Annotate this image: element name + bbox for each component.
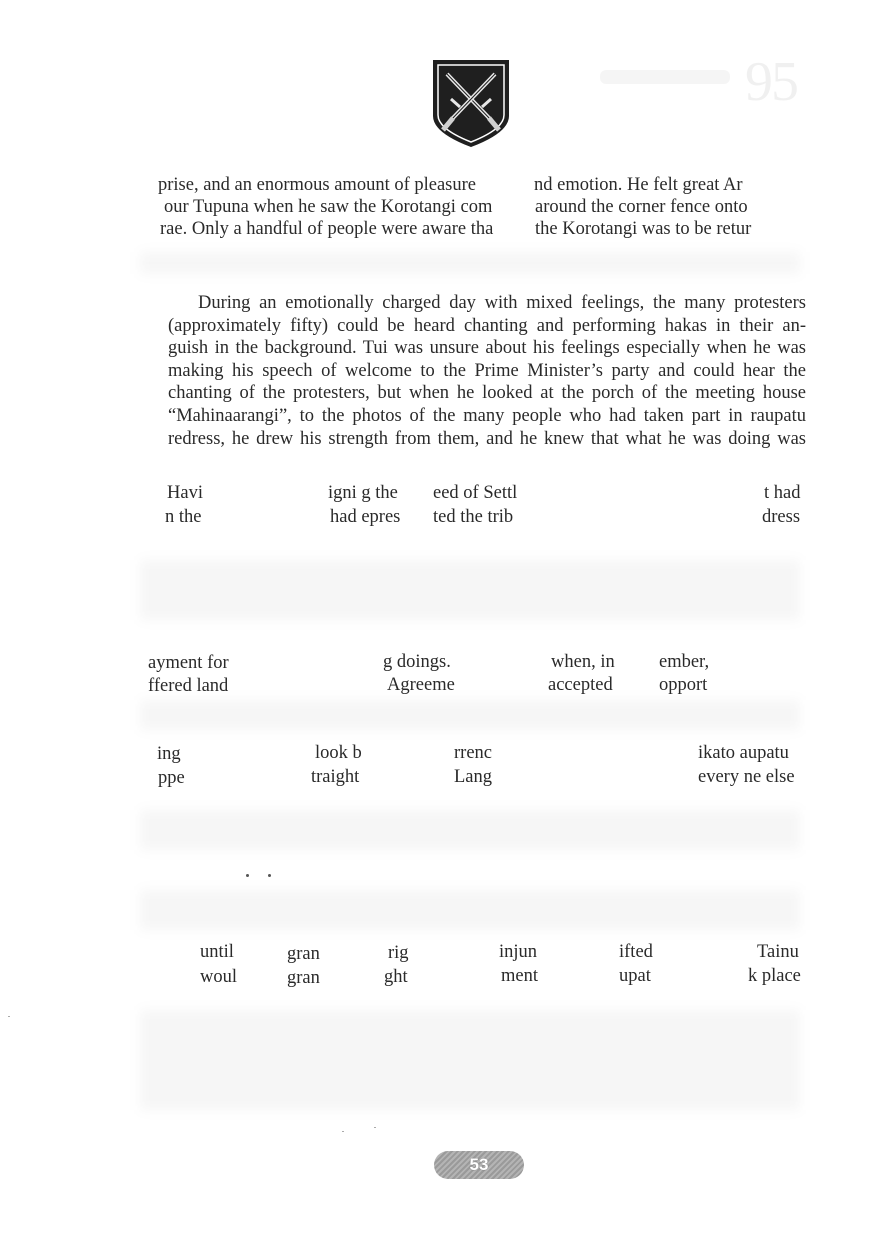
text-fragment: traight: [311, 767, 360, 787]
stray-mark: [268, 874, 271, 877]
bleed-through-band: [140, 700, 800, 730]
intro-line-left: prise, and an enormous amount of pleasure: [158, 175, 477, 195]
paragraph-line: chanting of the protesters, but when he looked at the porch of the meeting house: [168, 383, 806, 404]
scan-speck: [8, 1016, 10, 1017]
text-fragment: dress: [762, 507, 801, 527]
text-fragment: ment: [501, 966, 538, 986]
bleed-through-band: [140, 1010, 800, 1110]
paragraph-line: During an emotionally charged day with mixed feelings, the many protesters: [198, 293, 806, 313]
text-fragment: ikato aupatu: [698, 743, 789, 763]
intro-line-left: our Tupuna when he saw the Korotangi com: [164, 197, 493, 217]
text-fragment: gran: [287, 968, 320, 988]
text-fragment: Lang: [454, 767, 493, 787]
intro-line-right: around the corner fence onto: [535, 197, 748, 217]
text-fragment: opport: [659, 675, 708, 695]
page-number: 53: [469, 1155, 489, 1174]
intro-line-right: the Korotangi was to be retur: [535, 219, 752, 239]
paragraph-line: making his speech of welcome to the Prime Minister’s party and could hear the: [168, 360, 806, 381]
text-fragment: Tainu: [757, 942, 799, 962]
text-fragment: injun: [499, 942, 538, 962]
main-paragraph: [138, 292, 806, 450]
text-fragment: n the: [165, 507, 202, 527]
intro-line-left: rae. Only a handful of people were aware tha: [160, 219, 494, 239]
bleed-through-band: [140, 810, 800, 850]
paragraph-line: “Mahinaarangi”, to the photos of the many people who had taken part in raupatu: [168, 405, 806, 426]
text-fragment: igni g the: [328, 483, 398, 503]
text-fragment: until: [200, 942, 234, 962]
text-fragment: t had: [764, 483, 801, 503]
bleed-through-page-number: 95: [745, 51, 797, 113]
text-fragment: gran: [287, 944, 320, 964]
text-fragment: eed of Settl: [433, 483, 518, 503]
text-fragment: ifted: [619, 942, 653, 962]
scan-speck: [374, 1127, 376, 1128]
text-fragment: Agreeme: [387, 675, 455, 695]
text-fragment: ght: [384, 967, 408, 987]
paragraph-line: guish in the background. Tui was unsure about his feelings especially when he was: [168, 338, 806, 359]
text-fragment: ppe: [158, 768, 185, 788]
scan-speck: [342, 1131, 344, 1132]
text-fragment: every ne else: [698, 767, 795, 787]
text-fragment: ember,: [659, 652, 710, 672]
paragraph-line: (approximately fifty) could be heard chanting and performing hakas in their an-: [168, 315, 806, 336]
intro-line-right: nd emotion. He felt great Ar: [534, 175, 743, 195]
text-fragment: rrenc: [454, 743, 492, 763]
bleed-through-heading: [600, 70, 730, 84]
text-fragment: look b: [315, 743, 362, 763]
bleed-through-band: [140, 252, 800, 274]
text-fragment: Havi: [167, 483, 203, 503]
text-fragment: ing: [157, 744, 181, 764]
text-fragment: k place: [748, 966, 801, 986]
text-fragment: when, in: [551, 652, 615, 672]
paragraph-line: redress, he drew his strength from them, and he knew that what he was doing was: [168, 428, 806, 449]
text-fragment: ted the trib: [433, 507, 514, 527]
text-fragment: accepted: [548, 675, 613, 695]
stray-mark: [246, 874, 249, 877]
text-fragment: ffered land: [148, 676, 229, 696]
text-fragment: rig: [388, 943, 409, 963]
bleed-through-band: [140, 890, 800, 930]
text-fragment: had epres: [330, 507, 401, 527]
bleed-through-band: [140, 560, 800, 620]
text-fragment: g doings.: [383, 652, 451, 672]
page-number-badge: [434, 1151, 524, 1179]
text-fragment: ayment for: [148, 653, 229, 673]
text-fragment: woul: [200, 967, 237, 987]
shield-crossed-swords-icon: [431, 58, 511, 148]
text-fragment: upat: [619, 966, 651, 986]
